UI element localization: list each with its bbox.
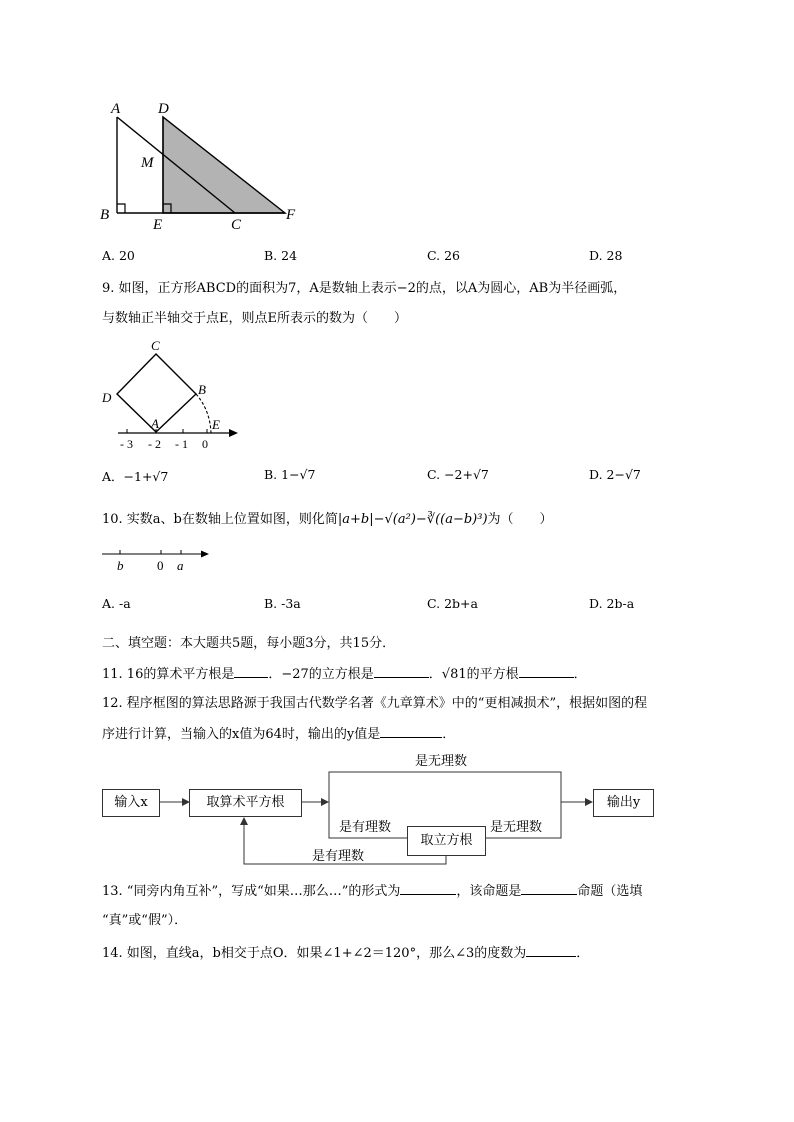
q14-part1: 14. 如图，直线a，b相交于点O．如果∠1+∠2＝120°，那么∠3的度数为 [102,946,527,961]
label-e: E [153,217,163,233]
q9-option-b: B. 1−√7 [264,467,316,482]
label-f: F [286,207,296,223]
label-a: A [111,101,121,117]
input-box: 输入x [102,789,160,817]
q14-stem [102,943,589,964]
q10-option-a: A. -a [102,596,131,611]
label-e9: E [212,417,220,432]
q11-stem [102,664,587,685]
label-left-rational: 是有理数 [339,820,392,835]
q12-blank[interactable] [380,724,442,738]
label-c9: C [151,338,160,353]
q13-part2: ，该命题是 [456,884,522,899]
q8-option-c: C. 26 [427,248,460,263]
q13-line2: “真”或“假”）． [102,913,188,928]
q10-suffix: 为（ ） [487,512,553,527]
q13-line1 [102,881,642,902]
tick-neg3: - 3 [120,437,133,451]
q10-option-c: C. 2b+a [427,596,478,611]
label-right-irrational: 是无理数 [490,820,543,835]
label-d9: D [102,390,112,405]
label-zero10: 0 [157,558,164,573]
q8-option-d: D. 28 [589,248,623,263]
shaded-region [163,117,285,213]
cbrt-box: 取立方根 [407,826,486,856]
section-heading: 二、填空题：本大题共5题，每小题3分，共15分． [102,636,396,651]
tick-neg1: - 1 [175,437,188,451]
q9-figure [98,338,248,453]
q11-part3: ．√81的平方根 [428,667,519,682]
q12-line2-end: ． [442,727,456,742]
q11-blank-1[interactable] [234,664,268,678]
q11-blank-3[interactable] [519,664,574,678]
output-box: 输出y [593,789,654,817]
sqrt-box: 取算术平方根 [189,789,302,817]
q12-line1: 12. 程序框图的算法思路源于我国古代数学名著《九章算术》中的“更相减损术”，根据如图的程 [102,696,648,711]
label-top-irrational: 是无理数 [415,754,468,769]
label-a9: A [151,416,159,431]
q9-line2: 与数轴正半轴交于点E，则点E所表示的数为（ ） [102,311,407,326]
label-b: B [100,207,110,223]
q12-line2 [102,724,455,745]
q13-blank-1[interactable] [400,881,456,895]
q8-figure [95,95,315,235]
q11-part4: ． [573,667,587,682]
q9-option-d: D. 2−√7 [589,467,641,482]
q13-blank-2[interactable] [521,881,577,895]
q10-option-d: D. 2b-a [589,596,635,611]
label-d: D [158,101,169,117]
q10-number-line-arrow [201,551,209,558]
q10-prefix: 10. 实数a、b在数轴上位置如图，则化简 [102,512,338,527]
label-b10: b [117,558,124,573]
q11-part1: 11. 16的算术平方根是 [102,667,235,682]
q11-part2: ．−27的立方根是 [268,667,374,682]
q14-part2: ． [576,946,590,961]
q11-blank-2[interactable] [374,664,429,678]
label-a10: a [177,558,184,573]
tick-neg2: - 2 [148,437,161,451]
q10-stem [102,510,553,530]
q12-line2-text: 序进行计算，当输入的x值为64时，输出的y值是 [102,727,381,742]
number-line-arrow [229,429,238,437]
label-m: M [141,155,154,171]
q10-expression: |a+b|−√(a²)−∛((a−b)³) [337,512,488,527]
q8-option-b: B. 24 [264,248,298,263]
label-c: C [231,217,242,233]
arc-be [196,394,211,433]
label-bottom-rational: 是有理数 [312,849,365,864]
q13-part1: 13. “同旁内角互补”，写成“如果…那么…”的形式为 [102,884,401,899]
q10-option-b: B. -3a [264,596,301,611]
label-b9: B [198,382,206,397]
q8-option-a: A. 20 [102,248,135,263]
q9-line1: 9. 如图，正方形ABCD的面积为7，A是数轴上表示−2的点，以A为圆心，AB为半径画弧， [102,281,627,296]
q14-blank[interactable] [526,943,576,957]
q9-option-a: A．−1+√7 [102,469,169,484]
q13-part3: 命题（选填 [577,884,643,899]
q9-option-c: C. −2+√7 [427,467,489,482]
right-angle-b [117,204,125,213]
tick-zero: 0 [202,437,208,451]
q10-figure [100,545,215,575]
